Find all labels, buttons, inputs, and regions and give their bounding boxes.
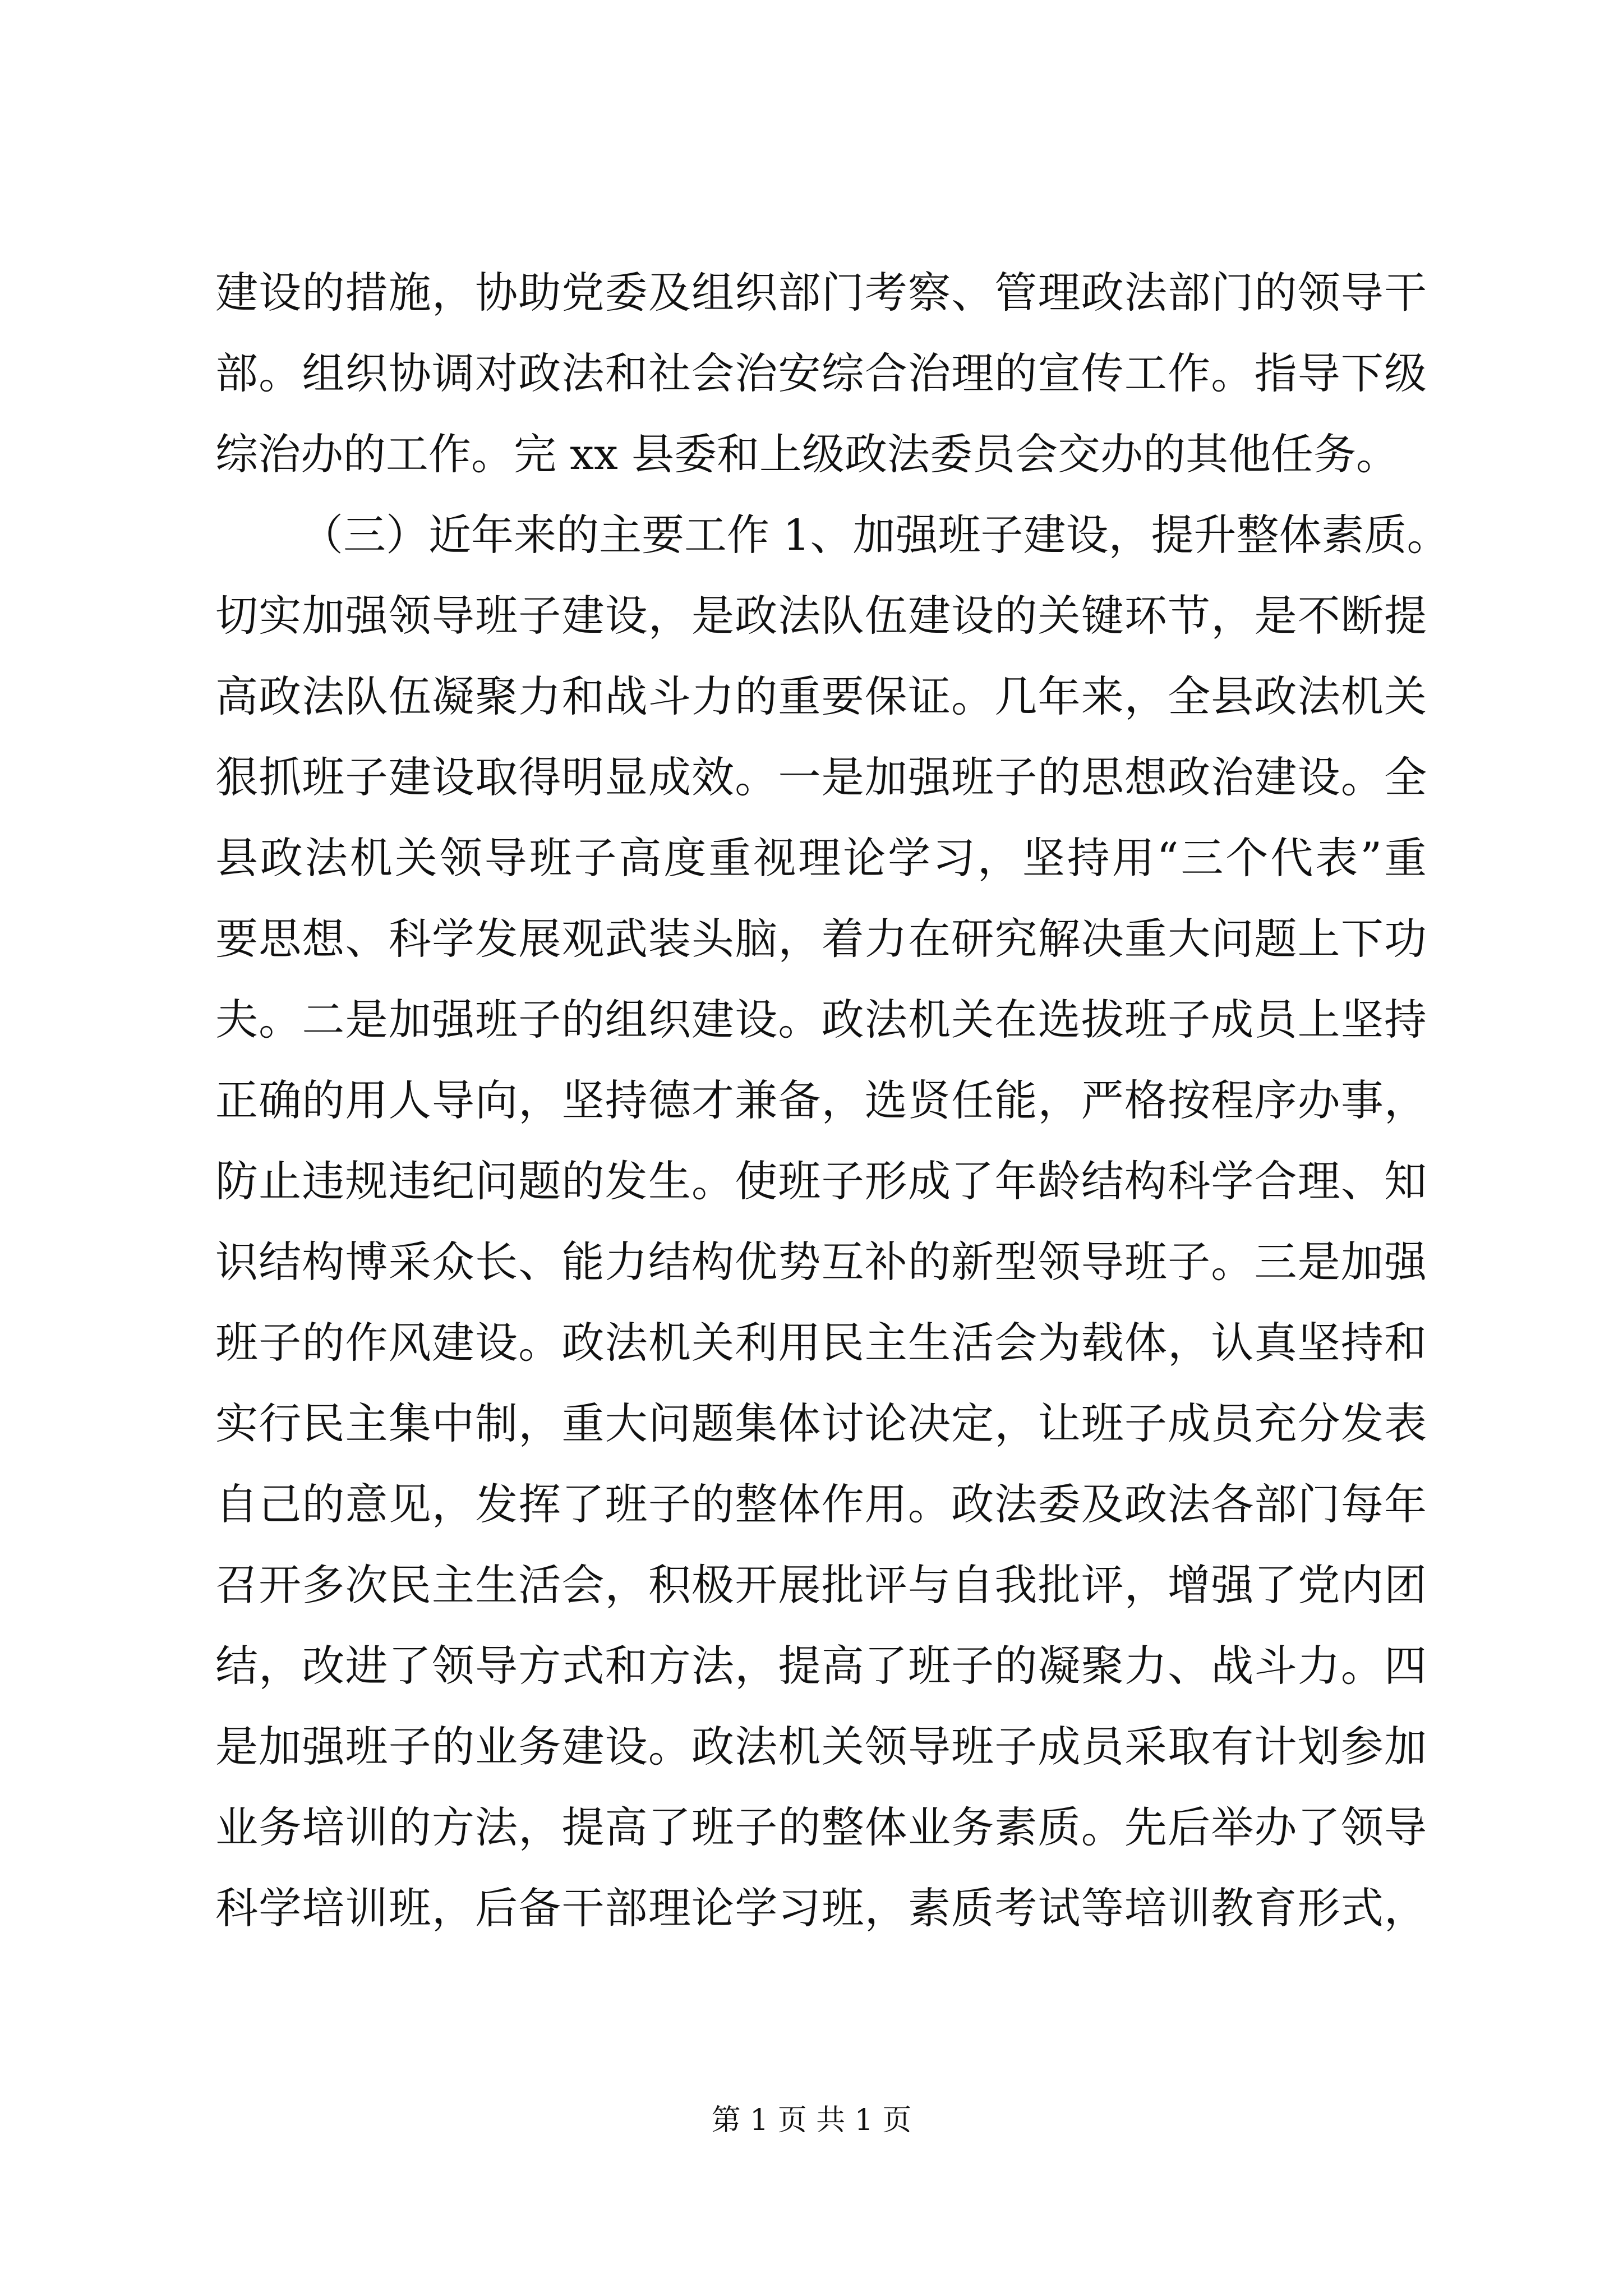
text-line-5: 切实加强领导班子建设，是政法队伍建设的关键环节，是不断提 xyxy=(215,591,1427,641)
text-line-18: 结，改进了领导方式和方法，提高了班子的凝聚力、战斗力。四 xyxy=(215,1641,1427,1691)
text-line-13: 识结构博采众长、能力结构优势互补的新型领导班子。三是加强 xyxy=(215,1237,1427,1287)
text-line-21: 科学培训班，后备干部理论学习班，素质考试等培训教育形式， xyxy=(215,1883,1427,1933)
text-line-20: 业务培训的方法，提高了班子的整体业务素质。先后举办了领导 xyxy=(215,1802,1427,1852)
page-number-label: 第 1 页 共 1 页 xyxy=(711,2104,912,2137)
text-line-7: 狠抓班子建设取得明显成效。一是加强班子的思想政治建设。全 xyxy=(215,752,1427,802)
text-line-19: 是加强班子的业务建设。政法机关领导班子成员采取有计划参加 xyxy=(215,1722,1427,1772)
text-line-2: 部。组织协调对政法和社会治安综合治理的宣传工作。指导下级 xyxy=(215,348,1427,398)
text-line-1: 建设的措施，协助党委及组织部门考察、管理政法部门的领导干 xyxy=(215,268,1427,318)
text-line-16: 自己的意见，发挥了班子的整体作用。政法委及政法各部门每年 xyxy=(215,1479,1427,1529)
text-line-12: 防止违规违纪问题的发生。使班子形成了年龄结构科学合理、知 xyxy=(215,1156,1427,1206)
text-line-6: 高政法队伍凝聚力和战斗力的重要保证。几年来，全县政法机关 xyxy=(215,671,1427,721)
text-line-4: （三）近年来的主要工作 1、加强班子建设，提升整体素质。 xyxy=(301,510,1450,560)
text-line-17: 召开多次民主生活会，积极开展批评与自我批评，增强了党内团 xyxy=(215,1560,1427,1610)
page-footer xyxy=(0,2101,1623,2140)
document-body xyxy=(215,252,1450,1949)
text-line-9: 要思想、科学发展观武装头脑，着力在研究解决重大问题上下功 xyxy=(215,914,1427,964)
text-line-15: 实行民主集中制，重大问题集体讨论决定，让班子成员充分发表 xyxy=(215,1398,1427,1448)
text-line-14: 班子的作风建设。政法机关利用民主生活会为载体，认真坚持和 xyxy=(215,1318,1427,1368)
text-line-8: 县政法机关领导班子高度重视理论学习，坚持用“三个代表”重 xyxy=(215,833,1427,883)
text-line-10: 夫。二是加强班子的组织建设。政法机关在选拔班子成员上坚持 xyxy=(215,995,1427,1045)
text-line-3: 综治办的工作。完 xx 县委和上级政法委员会交办的其他任务。 xyxy=(215,429,1399,479)
text-line-11: 正确的用人导向，坚持德才兼备，选贤任能，严格按程序办事， xyxy=(215,1075,1427,1125)
